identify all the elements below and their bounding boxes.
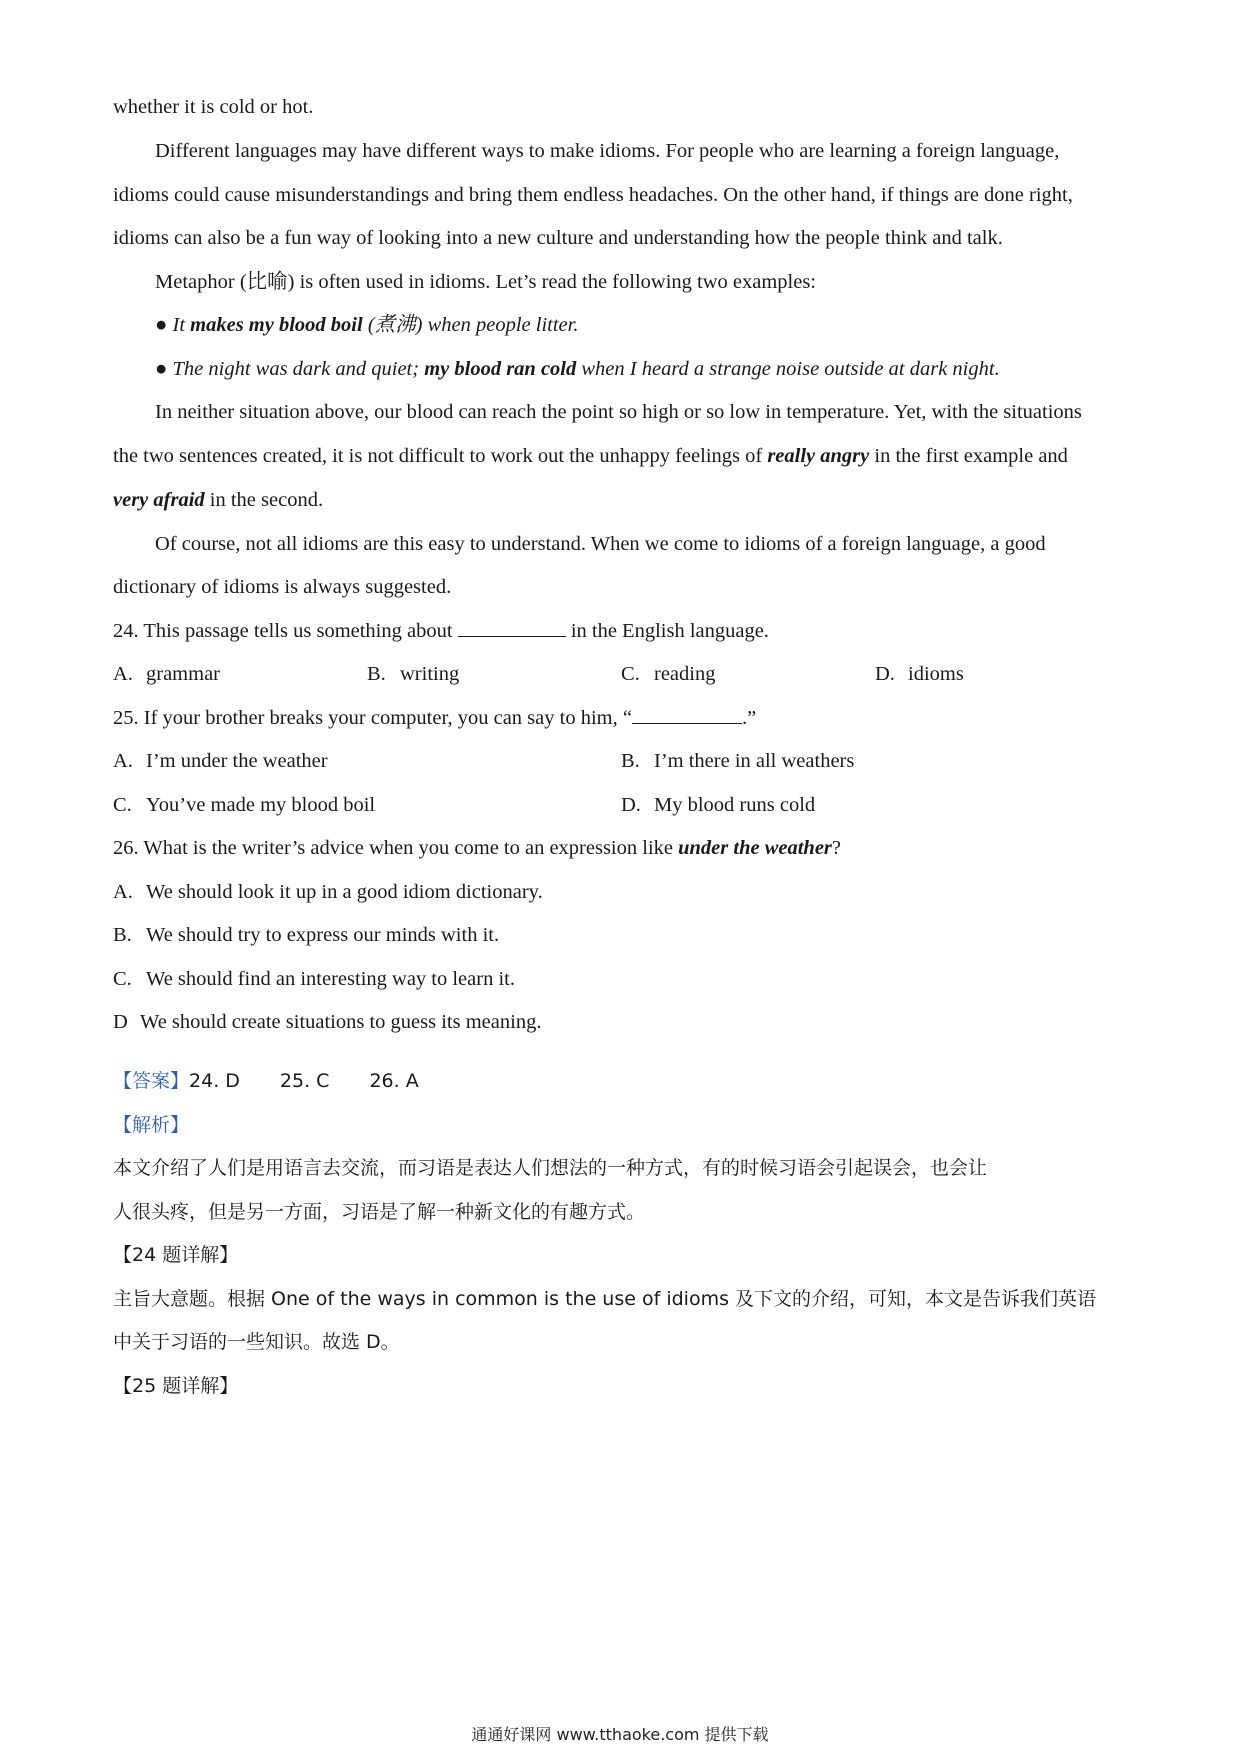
option-text: grammar — [146, 663, 220, 685]
question-stem: ? — [831, 837, 842, 859]
option-text: We should try to express our minds with it. — [146, 924, 500, 946]
example-text: ● It — [155, 314, 191, 336]
option-a[interactable] — [113, 746, 328, 776]
option-c[interactable] — [621, 659, 715, 689]
passage-line: idioms could cause misunderstandings and bring them endless headaches. On the other hand, if things are done right, — [113, 184, 1073, 206]
question-stem: in the English language. — [565, 620, 769, 642]
option-letter: B. — [621, 750, 640, 772]
option-letter: D. — [621, 794, 641, 816]
example-1 — [155, 310, 1128, 340]
example-2 — [155, 354, 1128, 384]
question-stem: 24. This passage tells us something about — [113, 620, 458, 642]
passage-line: dictionary of idioms is always suggested. — [113, 576, 452, 598]
emphasis: very afraid — [113, 489, 205, 511]
option-a[interactable] — [113, 659, 220, 689]
passage-line: In neither situation above, our blood can reach the point so high or so low in temperature. Yet, with the situations — [155, 401, 1082, 423]
emphasis: under the weather — [678, 837, 832, 859]
passage-line — [113, 441, 1128, 471]
example-text: ● The night was dark and quiet; — [155, 358, 425, 380]
passage-line: Metaphor (比喻) is often used in idioms. Let’s read the following two examples: — [155, 271, 816, 293]
detail-24-text: 主旨大意题。根据 One of the ways in common is the use of idioms 及下文的介绍，可知，本文是告诉我们英语 — [113, 1288, 1097, 1310]
option-b[interactable] — [113, 920, 499, 950]
option-letter: C. — [621, 663, 640, 685]
text: in the first example and — [869, 445, 1068, 467]
option-text: We should look it up in a good idiom dictionary. — [146, 881, 543, 903]
example-text: when I heard a strange noise outside at dark night. — [576, 358, 1000, 380]
answer-26: 26. A — [369, 1070, 419, 1092]
text: the two sentences created, it is not difficult to work out the unhappy feelings of — [113, 445, 768, 467]
example-text: (煮沸) when people litter. — [362, 314, 579, 336]
option-c[interactable] — [113, 964, 515, 994]
option-letter: A. — [113, 750, 133, 772]
option-letter: A. — [113, 663, 133, 685]
option-d[interactable] — [875, 659, 964, 689]
option-text: My blood runs cold — [654, 794, 816, 816]
question-24 — [113, 616, 1128, 646]
option-b[interactable] — [367, 659, 459, 689]
option-letter: B. — [367, 663, 386, 685]
idiom-highlight: my blood ran cold — [424, 358, 577, 380]
option-text: We should find an interesting way to learn it. — [146, 968, 515, 990]
text: in the second. — [204, 489, 324, 511]
analysis-text: 本文介绍了人们是用语言去交流，而习语是表达人们想法的一种方式，有的时候习语会引起误会，也会让 — [113, 1157, 988, 1179]
answer-label: 【答案】 — [113, 1070, 190, 1092]
option-letter: A. — [113, 881, 133, 903]
analysis-label: 【解析】 — [113, 1114, 190, 1136]
option-text: idioms — [908, 663, 964, 685]
question-stem: 26. What is the writer’s advice when you come to an expression like — [113, 837, 679, 859]
option-text: I’m under the weather — [146, 750, 328, 772]
emphasis: really angry — [767, 445, 870, 467]
detail-24-label: 【24 题详解】 — [113, 1244, 239, 1266]
option-d[interactable] — [113, 1007, 541, 1037]
answer-25: 25. C — [279, 1070, 330, 1092]
option-text: reading — [654, 663, 716, 685]
passage-line: whether it is cold or hot. — [113, 96, 314, 118]
passage-line — [113, 485, 1128, 515]
idiom-highlight: makes my blood boil — [190, 314, 363, 336]
option-letter: D — [113, 1011, 128, 1033]
analysis-text: 人很头疼，但是另一方面，习语是了解一种新文化的有趣方式。 — [113, 1201, 646, 1223]
passage-line: idioms can also be a fun way of looking into a new culture and understanding how the people think and talk. — [113, 227, 1003, 249]
answer-blank — [458, 616, 566, 637]
option-text: We should create situations to guess its meaning. — [140, 1011, 542, 1033]
option-d[interactable] — [621, 790, 815, 820]
passage-line: Different languages may have different ways to make idioms. For people who are learning a foreign language, — [155, 140, 1060, 162]
option-letter: C. — [113, 968, 132, 990]
answer-line — [113, 1066, 419, 1096]
option-b[interactable] — [621, 746, 854, 776]
option-letter: D. — [875, 663, 895, 685]
answer-blank — [632, 703, 742, 724]
passage-line: Of course, not all idioms are this easy to understand. When we come to idioms of a foreign language, a good — [155, 533, 1046, 555]
option-a[interactable] — [113, 877, 543, 907]
answer-24: 24. D — [189, 1070, 240, 1092]
question-stem: 25. If your brother breaks your computer, you can say to him, “ — [113, 707, 632, 729]
footer: 通通好课网 www.tthaoke.com 提供下载 — [471, 1725, 769, 1744]
question-25 — [113, 703, 1128, 733]
option-c[interactable] — [113, 790, 375, 820]
option-text: You’ve made my blood boil — [146, 794, 376, 816]
option-letter: C. — [113, 794, 132, 816]
question-stem: .” — [741, 707, 757, 729]
option-letter: B. — [113, 924, 132, 946]
option-text: I’m there in all weathers — [654, 750, 855, 772]
question-26 — [113, 833, 1128, 863]
detail-25-label: 【25 题详解】 — [113, 1375, 239, 1397]
detail-24-text: 中关于习语的一些知识。故选 D。 — [113, 1331, 400, 1353]
option-text: writing — [400, 663, 460, 685]
